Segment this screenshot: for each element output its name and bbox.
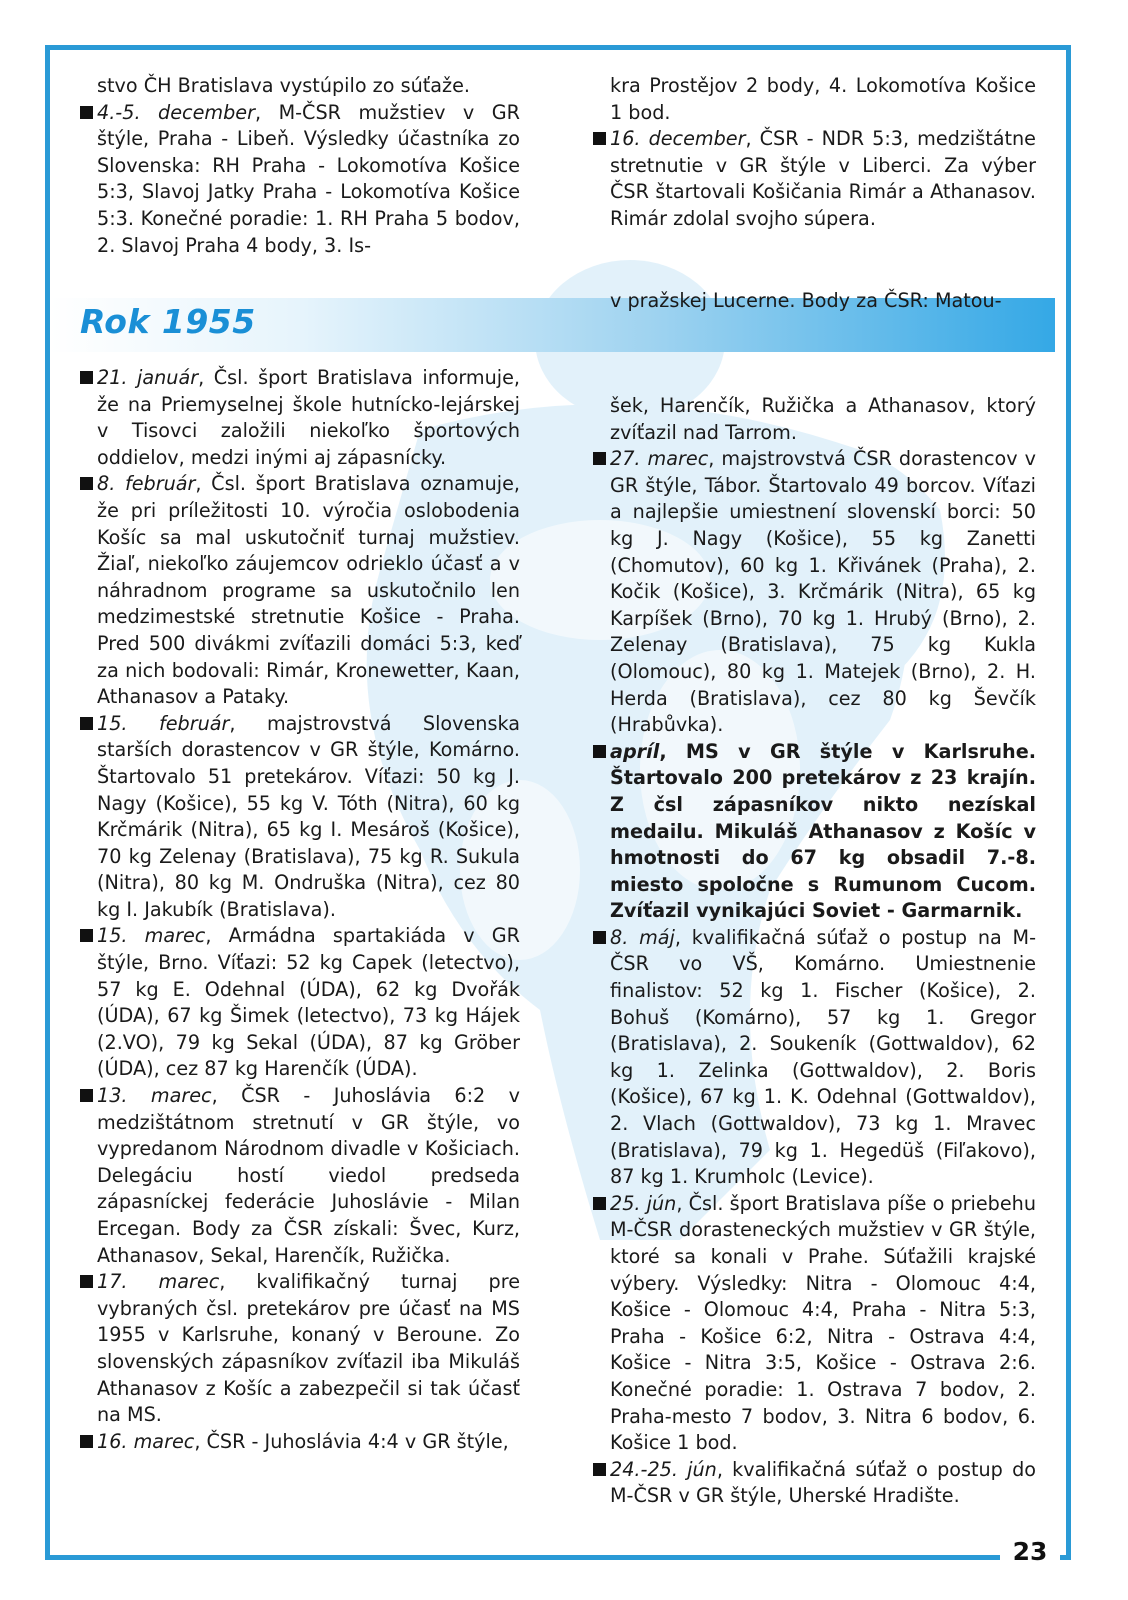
list-item [80,100,520,260]
entry-date: 4.-5. december [97,100,255,124]
entry-text: , M-ČSR mužstiev v GR štýle, Praha - Libeň. Výsledky účastníka zo Slovenska: RH Praha - Lokomotíva Košice 5:3, Slavoj Jatky Praha - Lokomotíva Košice 5:3. Konečné poradie: 1. RH Praha 5 bodov, 2. Slavoj Praha 4 body, 3. Is- [97,100,521,257]
bullet-square-icon [593,132,606,145]
entry-text: , Čsl. šport Bratislava píše o priebehu M-ČSR dorasteneckých mužstiev v GR štýle, ktoré sa konali v Prahe. Súťažili krajské výbery. Výsledky: Nitra - Olomouc 4:4, Košice - Olomouc 4:4, Praha - Nitra 5:3, Praha - Košice 6:2, Nitra - Ostrava 4:4, Košice - Nitra 3:5, Košice - Ostrava 2:6. Konečné poradie: 1. Ostrava 7 bodov, 2. Praha-mesto 7 bodov, 3. Nitra 6 bodov, 6. Košice 1 bod. [610,1191,1036,1455]
entry-date: 21. január [97,366,199,389]
column-top-left [80,73,520,259]
list-item [593,446,1036,739]
continued-text: stvo ČH Bratislava vystúpilo zo súťaže. [97,74,470,97]
list-item [80,1429,520,1456]
continued-text: šek, Harenčík, Ružička a Athanasov, ktorý zvíťazil nad Tarrom. [610,394,1036,444]
entry-date: 15. marec [97,924,206,948]
bullet-square-icon [80,1089,93,1102]
entry-text: , kvalifikačná súťaž o postup do M-ČSR v GR štýle, Uherské Hradište. [610,1457,1036,1508]
entry-date: 17. marec [97,1270,220,1294]
frame-bottom-rule-end [1060,1555,1071,1560]
entry-date: 27. marec [610,447,709,471]
bullet-square-icon [593,931,606,944]
entry-text: , Čsl. šport Bratislava informuje, že na Priemyselnej škole hutnícko-lejárskej v Tisovci založili niekoľko športových oddielov, medzi inými aj zápasnícky. [97,366,520,469]
bullet-square-icon [593,1197,606,1210]
entry-date: apríl [610,739,660,763]
bullet-square-icon [593,1463,606,1476]
list-item [80,711,520,924]
entry-text: , ČSR - Juhoslávia 6:2 v medzištátnom stretnutí v GR štýle, vo vypredanom Národnom divadle v Košiciach. Delegáciu hostí viedol predseda zápasníckej federácie Juhoslávie - Milan Ercegan. Body za ČSR získali: Švec, Kurz, Athanasov, Sekal, Harenčík, Ružička. [97,1084,520,1267]
bullet-square-icon [80,1275,93,1288]
bullet-square-icon [593,452,606,465]
list-item [593,925,1036,1191]
continued-text: v pražskej Lucerne. Body za ČSR: Matou- [610,289,1002,312]
entry-date: 16. december [610,127,746,151]
entry-date: 8. máj [610,925,675,949]
entry-text: , ČSR - Juhoslávia 4:4 v GR štýle, [194,1429,509,1453]
bullet-square-icon [593,745,606,758]
bullet-square-icon [80,929,93,942]
page-number: 23 [1012,1537,1048,1566]
frame-bottom-rule [45,1555,1000,1560]
list-item [80,365,520,471]
entry-text: , Armádna spartakiáda v GR štýle, Brno. Víťazi: 52 kg Capek (letectvo), 57 kg E. Odehnal (ÚDA), 62 kg Dvořák (ÚDA), 67 kg Šimek (letectvo), 73 kg Hájek (2.VO), 79 kg Sekal (ÚDA), 87 kg Gröber (ÚDA), cez 87 kg Harenčík (ÚDA). [97,924,520,1081]
list-item [80,1269,520,1429]
entry-date: 16. marec [97,1429,195,1453]
list-item [593,1457,1036,1510]
bullet-square-icon [80,371,93,384]
year-heading: Rok 1955 [80,302,256,341]
entry-text: , Čsl. šport Bratislava oznamuje, že pri príležitosti 10. výročia oslobodenia Košíc sa mal uskutočniť turnaj mužstiev. Žiaľ, niekoľko záujemcov odrieklo účasť a v náhradnom programe sa uskutočnilo len medzimestské stretnutie Košice - Praha. Pred 500 divákmi zvíťazili domáci 5:3, keď za nich bodovali: Rimár, Kronewetter, Kaan, Athanasov a Pataky. [97,472,521,709]
column-right [593,393,1036,1510]
column-left [80,365,520,1455]
column-top-right [593,73,1036,233]
continued-text: kra Prostějov 2 body, 4. Lokomotíva Košice 1 bod. [610,74,1036,124]
entry-text: , kvalifikačný turnaj pre vybraných čsl. pretekárov pre účasť na MS 1955 v Karlsruhe, konaný v Beroune. Zo slovenských zápasníkov zvíťazil iba Mikuláš Athanasov z Košíc a zabezpečil si tak účasť na MS. [97,1270,521,1427]
entry-text: , kvalifikačná súťaž o postup na M-ČSR vo VŠ, Komárno. Umiestnenie finalistov: 52 kg 1. Fischer (Košice), 2. Bohuš (Komárno), 57 kg 1. Gregor (Bratislava), 2. Soukeník (Gottwaldov), 62 kg 1. Zelinka (Gottwaldov), 2. Boris (Košice), 67 kg 1. K. Odehnal (Gottwaldov), 2. Vlach (Gottwaldov), 73 kg 1. Mravec (Bratislava), 79 kg 1. Hegedüš (Fiľakovo), 87 kg 1. Krumholc (Levice). [610,925,1037,1189]
bullet-square-icon [80,477,93,490]
list-item [593,126,1036,232]
entry-date: 13. marec [97,1084,212,1108]
entry-date: 25. jún [610,1191,677,1215]
list-item [593,1191,1036,1457]
entry-date: 8. február [97,472,196,496]
bullet-square-icon [80,717,93,730]
entry-text: , MS v GR štýle v Karlsruhe. Štartovalo 200 pretekárov z 23 krajín. Z čsl zápasníkov nikto nezískal medailu. Mikuláš Athanasov z Košíc v hmotnosti do 67 kg obsadil 7.-8. miesto spoločne s Rumunom Cucom. Zvíťazil vynikajúci Soviet - Garmarnik. [610,739,1036,923]
entry-text: , majstrovstvá Slovenska starších dorastencov v GR štýle, Komárno. Štartovalo 51 pretekárov. Víťazi: 50 kg J. Nagy (Košice), 55 kg V. Tóth (Nitra), 60 kg Krčmárik (Nitra), 65 kg I. Mesároš (Košice), 70 kg Zelenay (Bratislava), 75 kg R. Sukula (Nitra), 80 kg M. Ondruška (Nitra), cez 80 kg I. Jakubík (Bratislava). [97,711,520,921]
entry-text: , majstrovstvá ČSR dorastencov v GR štýle, Tábor. Štartovalo 49 borcov. Víťazi a najlepšie umiestnení slovenskí borci: 50 kg J. Nagy (Košice), 55 kg Zanetti (Chomutov), 60 kg 1. Křivánek (Praha), 2. Kočik (Košice), 3. Krčmárik (Nitra), 65 kg Karpíšek (Brno), 70 kg 1. Hrubý (Brno), 2. Zelenay (Bratislava), 75 kg Kukla (Olomouc), 80 kg 1. Matejek (Brno), 2. H. Herda (Bratislava), cez 80 kg Ševčík (Hrabůvka). [610,447,1037,737]
bullet-square-icon [80,106,93,119]
entry-date: 15. február [97,711,230,735]
list-item [80,923,520,1083]
entry-date: 24.-25. jún [610,1457,717,1481]
list-item-highlighted [593,739,1036,925]
column-band-right [593,288,1036,315]
entry-text: , ČSR - NDR 5:3, medzištátne stretnutie v GR štýle v Liberci. Za výber ČSR štartovali Košičania Rimár a Athanasov. Rimár zdolal svojho súpera. [610,127,1036,230]
list-item [80,471,520,710]
bullet-square-icon [80,1435,93,1448]
list-item [80,1083,520,1269]
